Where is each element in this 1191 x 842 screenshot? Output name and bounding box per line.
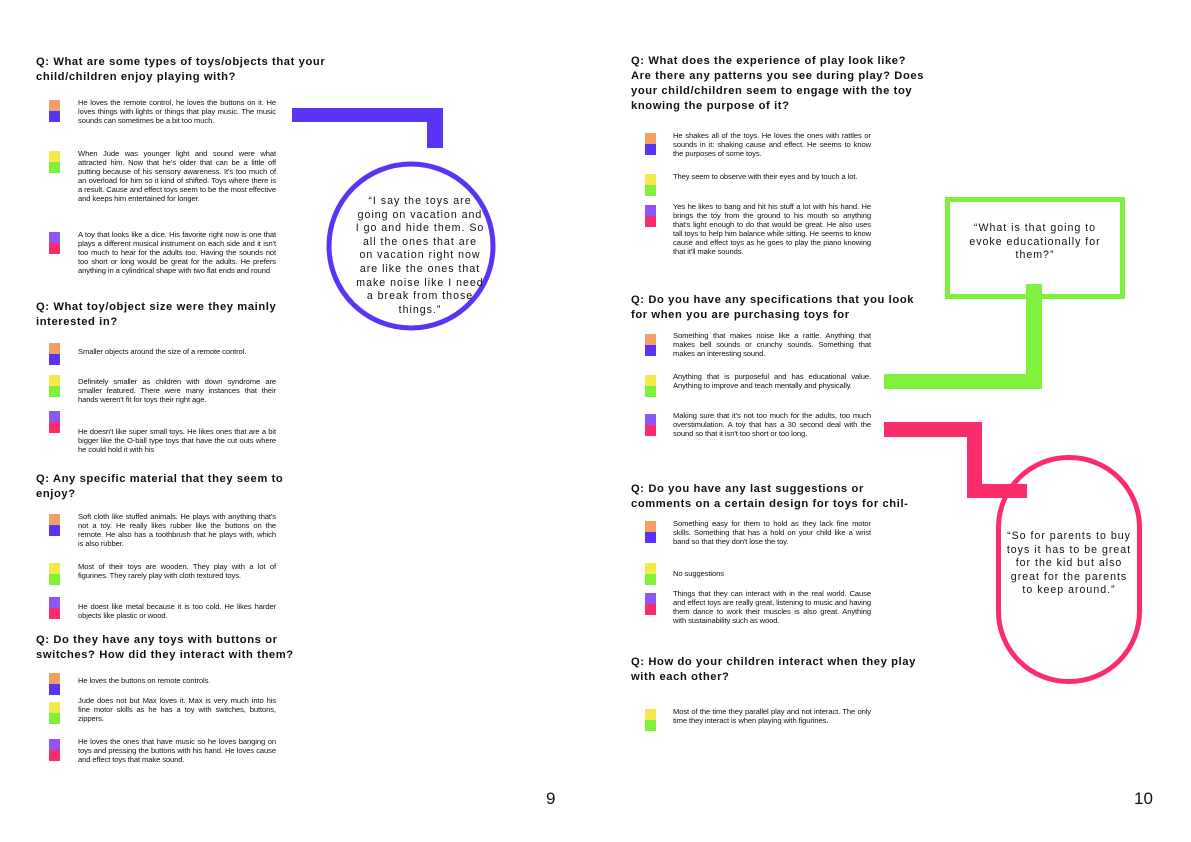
yellow-green-squares-icon (47, 150, 63, 174)
answer-text: He doesn't like super small toys. He likes ones that are a bit bigger like the O-ball type toys that have the cut outs where he could hold it with his (78, 427, 276, 454)
yellow-green-squares-icon (47, 562, 63, 586)
orange-blue-squares-icon (47, 513, 63, 537)
question-8: Q: How do your children interact when they play with each other? (631, 656, 916, 683)
answer-text: Most of the time they parallel play and not interact. The only time they interact is when playing with figurines. (673, 707, 871, 725)
question-6: Q: Do you have any specifications that you look for when you are purchasing toys for (631, 294, 915, 321)
answer-text: He loves the buttons on remote controls. (78, 676, 211, 685)
answer-text: Things that they can interact with in the real world. Cause and effect toys are really great, listening to music and having them dance to work their muscles is also great. Anything with sustainability such as wood. (673, 589, 871, 625)
blue-connector-block (427, 108, 443, 148)
question-5: Q: What does the experience of play look like? Are there any patterns you see during play? Does your child/children seem to engage with the toy knowing the purpose of it? (631, 55, 925, 112)
answer-text: When Jude was younger light and sound were what attracted him. Now that he's older that can be a little off putting because of his sensory awareness. It's too much of an overload for him so it kind of shifted. Toys where there is a result. Cause and effect toys seem to be the most effective and keeps him entertained for longer. (78, 149, 276, 203)
yellow-green-squares-icon (643, 374, 659, 398)
orange-blue-squares-icon (47, 672, 63, 696)
question-2: Q: What toy/object size were they mainly interested in? (36, 301, 277, 328)
question-4: Q: Do they have any toys with buttons or switches? How did they interact with them? (36, 634, 294, 661)
purple-pink-squares-icon (47, 596, 63, 620)
answer-text: He doest like metal because it is too cold. He likes harder objects like plastic or wood. (78, 602, 276, 620)
purple-pink-squares-icon (643, 592, 659, 616)
question-1: Q: What are some types of toys/objects that your child/children enjoy playing with? (36, 56, 326, 83)
quote-vacation: “I say the toys are going on vacation and I go and hide them. So all the ones that are on vacation right now are like the ones that make noise like I need a break from those things.” (355, 195, 485, 316)
answer-text: Most of their toys are wooden. They play with a lot of figurines. They rarely play with cloth textured toys. (78, 562, 276, 580)
quote-educational: “What is that going to evoke educationally for them?” (969, 222, 1101, 262)
answer-text: Yes he likes to bang and hit his stuff a lot with his hand. He brings the toy from the ground to his mouth so anything that's light enough to do that would be great. He also uses tall toys to help him balance while sitting. He seems to know cause and effect toys as he goes to play the piano knowing that it'll make sounds. (673, 202, 871, 256)
answer-text: He shakes all of the toys. He loves the ones with rattles or sounds in it: shaking cause and effect. He seems to know the purposes of some toys. (673, 131, 871, 158)
orange-blue-squares-icon (47, 99, 63, 123)
answer-text: A toy that looks like a dice. His favorite right now is one that plays a different musical instrument on each side and it isn't too much to hear for the adults too. Having the sounds not too short or long would be great for the adults. He prefers anything in a cylindrical shape with two flat ends and round (78, 230, 276, 275)
green-connector-horizontal (884, 374, 1042, 389)
answer-text: No suggestions (673, 569, 724, 578)
purple-pink-squares-icon (643, 204, 659, 228)
purple-pink-squares-icon (47, 410, 63, 434)
purple-pink-squares-icon (47, 738, 63, 762)
answer-text: He loves the remote control, he loves the buttons on it. He loves things with lights or things that play music. The music sounds can sometimes be a bit too much. (78, 98, 276, 125)
answer-text: Making sure that it's not too much for the adults, too much overstimulation. A toy that has a 30 second deal with the sound so that it isn't too short or too long. (673, 411, 871, 438)
yellow-green-squares-icon (643, 562, 659, 586)
answer-text: Jude does not but Max loves it. Max is very much into his fine motor skills as he has a toy with switches, buttons, zippers. (78, 696, 276, 723)
orange-blue-squares-icon (47, 342, 63, 366)
yellow-green-squares-icon (643, 708, 659, 732)
answer-text: Soft cloth like stuffed animals. He plays with anything that's not a toy. He really likes rubber like the buttons on the remote. He also has a toothbrush that he plays with, which is also rubber. (78, 512, 276, 548)
answer-text: Smaller objects around the size of a remote control. (78, 347, 247, 356)
answer-text: Something that makes noise like a rattle. Anything that makes bell sounds or crunchy sounds. Something that makes an interesting sound. (673, 331, 871, 358)
orange-blue-squares-icon (643, 132, 659, 156)
answer-text: Something easy for them to hold as they lack fine motor skills. Something that has a hold on your child like a wrist band so that they don't lose the toy. (673, 519, 871, 546)
yellow-green-squares-icon (47, 374, 63, 398)
pink-connector-foot (967, 484, 1027, 498)
page-number-9: 9 (546, 789, 556, 808)
page-number-10: 10 (1134, 789, 1153, 808)
blue-connector (292, 115, 434, 140)
answer-text: They seem to observe with their eyes and by touch a lot. (673, 172, 858, 181)
question-7: Q: Do you have any last suggestions or comments on a certain design for toys for chil- (631, 483, 909, 510)
answer-text: Definitely smaller as children with down syndrome are smaller featured. There were many instances that their hands weren't fit for toys their right age. (78, 377, 276, 404)
purple-pink-squares-icon (47, 231, 63, 255)
answer-text: Anything that is purposeful and has educational value. Anything to improve and teach mentally and physically. (673, 372, 871, 390)
purple-pink-squares-icon (643, 413, 659, 437)
answer-text: He loves the ones that have music so he loves banging on toys and pressing the buttons with his hand. He loves cause and effect toys that make sound. (78, 737, 276, 764)
orange-blue-squares-icon (643, 333, 659, 357)
question-3: Q: Any specific material that they seem to enjoy? (36, 473, 284, 500)
quote-parents: “So for parents to buy toys it has to be great for the kid but also great for the parents to keep around.” (1006, 530, 1132, 597)
yellow-green-squares-icon (47, 701, 63, 725)
orange-blue-squares-icon (643, 520, 659, 544)
yellow-green-squares-icon (643, 173, 659, 197)
green-connector-vertical (1026, 284, 1042, 385)
